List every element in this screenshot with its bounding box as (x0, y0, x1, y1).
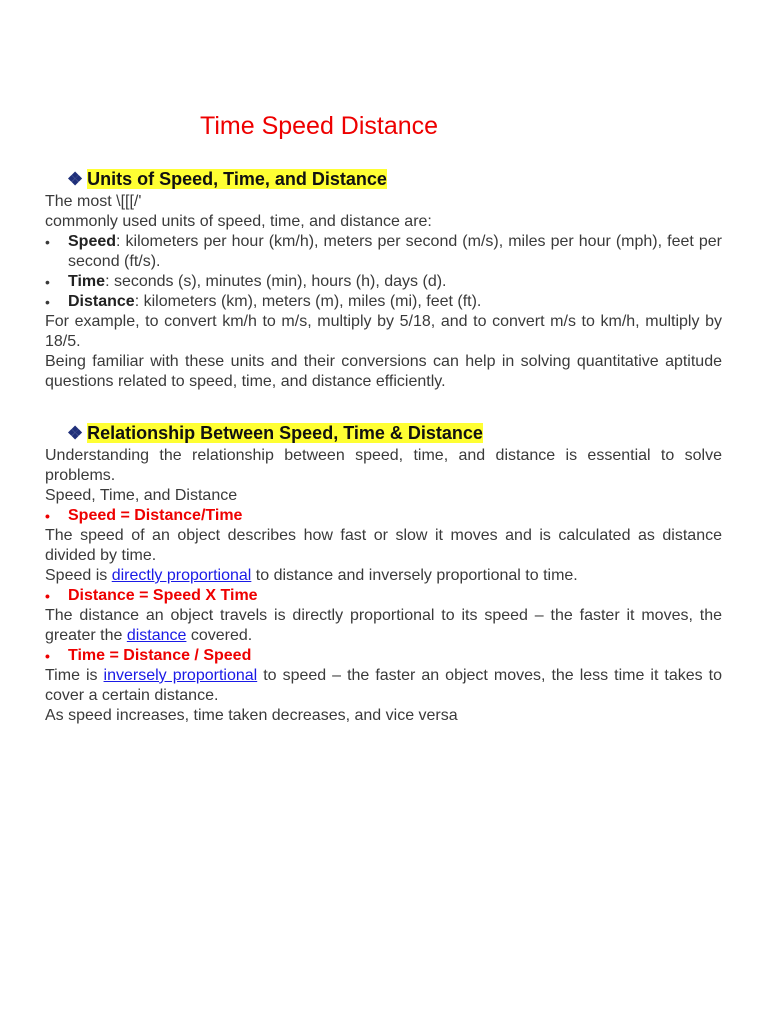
term-distance: Distance (68, 293, 135, 310)
formula-distance: • Distance = Speed X Time (45, 586, 722, 606)
term-time: Time (68, 273, 106, 290)
diamond-bullet-icon: ❖ (67, 169, 84, 189)
section-heading-units-text: Units of Speed, Time, and Distance (87, 169, 387, 189)
section-heading-relationship-text: Relationship Between Speed, Time & Distance (87, 423, 483, 443)
time-speed-summary: As speed increases, time taken decreases, and vice versa (45, 707, 458, 724)
page-title: Time Speed Distance (200, 112, 439, 140)
desc-speed: : kilometers per hour (km/h), meters per second (m/s), miles per hour (mph), feet per second (ft/s). (68, 233, 722, 270)
relationship-subtitle: Speed, Time, and Distance (45, 487, 238, 504)
formula-list-distance (45, 586, 722, 606)
desc-distance: : kilometers (km), meters (m), miles (mi), feet (ft). (134, 293, 482, 310)
speed-proportional-line (45, 566, 722, 586)
list-item-distance (45, 292, 722, 312)
formula-time: • Time = Distance / Speed (45, 646, 722, 666)
distance-description (45, 606, 722, 646)
units-list (45, 232, 722, 312)
text-fragment: to speed – the faster an object moves, the less time it takes to cover a certain distance. (45, 667, 723, 704)
time-description (45, 666, 722, 706)
units-intro-line-1: The most \[[[/' (45, 193, 142, 210)
text-fragment: The distance an object travels is directly proportional to its speed – the faster it moves, the greater the (45, 607, 722, 644)
formula-list-speed (45, 506, 722, 526)
speed-description: The speed of an object describes how fast or slow it moves and is calculated as distance divided by time. (45, 527, 722, 564)
list-item-time (45, 272, 722, 292)
section-heading-relationship (67, 420, 722, 446)
text-fragment: Speed is (45, 567, 112, 584)
directly-proportional-link[interactable]: directly proportional (111, 567, 252, 584)
distance-link[interactable]: distance (126, 627, 187, 644)
formula-list-time (45, 646, 722, 666)
inversely-proportional-link[interactable]: inversely proportional (103, 667, 258, 684)
desc-time: : seconds (s), minutes (min), hours (h), days (d). (105, 273, 447, 290)
formula-speed: • Speed = Distance/Time (45, 506, 722, 526)
relationship-intro: Understanding the relationship between speed, time, and distance is essential to solve problems. (45, 447, 722, 484)
document-content (45, 108, 722, 726)
units-intro-line-2: commonly used units of speed, time, and distance are: (45, 213, 432, 230)
list-item-speed (45, 232, 722, 272)
diamond-bullet-icon: ❖ (67, 423, 84, 443)
text-fragment: covered. (186, 627, 253, 644)
section-heading-units (67, 166, 722, 192)
term-speed: Speed (68, 233, 117, 250)
text-fragment: Time is (45, 667, 104, 684)
text-fragment: to distance and inversely proportional to time. (251, 567, 578, 584)
familiarity-paragraph: Being familiar with these units and their conversions can help in solving quantitative aptitude questions related to speed, time, and distance efficiently. (45, 353, 722, 390)
conversion-example: For example, to convert km/h to m/s, multiply by 5/18, and to convert m/s to km/h, multiply by 18/5. (45, 313, 722, 350)
